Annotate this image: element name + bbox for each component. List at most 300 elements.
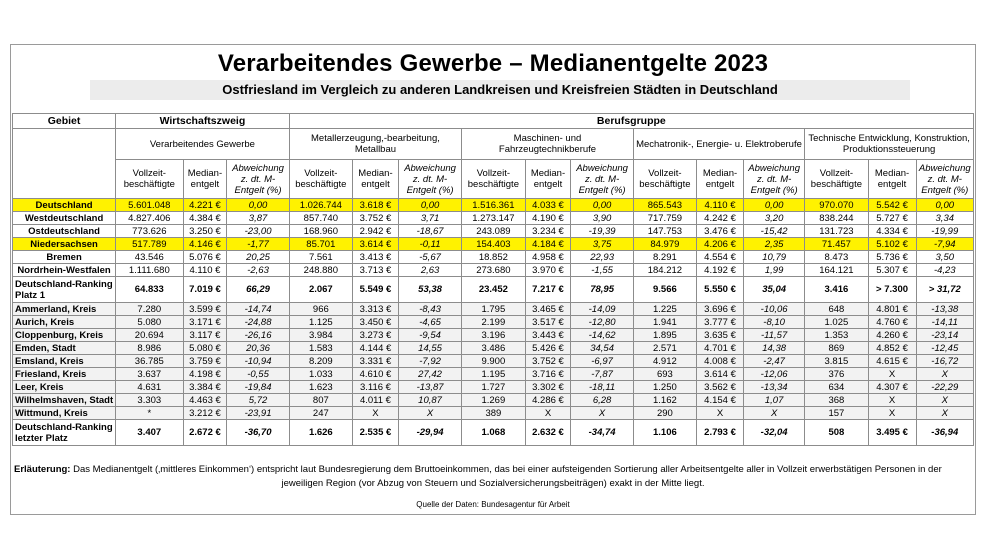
table-cell: -8,10	[744, 316, 805, 329]
table-cell: 8.986	[116, 342, 183, 355]
table-cell: 23.452	[462, 277, 525, 303]
table-cell: -7,94	[916, 238, 973, 251]
table-cell: 5.542 €	[868, 199, 916, 212]
table-cell: 389	[462, 407, 525, 420]
data-table	[12, 113, 974, 446]
table-cell: 4.334 €	[868, 225, 916, 238]
column-vollzeit: Vollzeit-beschäftigte	[633, 160, 696, 199]
table-cell: 3.759 €	[183, 355, 227, 368]
row-area-label: Leer, Kreis	[13, 381, 116, 394]
table-cell: 3,90	[571, 212, 633, 225]
table-cell: 3.562 €	[697, 381, 744, 394]
table-cell: 3.716 €	[525, 368, 571, 381]
note-line2: jeweiligen Region (vor Abzug von Steuern und Sozialversicherungsbeiträgen) exakt in der Mitte liegt.	[281, 478, 705, 489]
row-area-label: Bremen	[13, 251, 116, 264]
table-cell: -14,09	[571, 303, 633, 316]
table-cell: 966	[289, 303, 352, 316]
table-cell: 8.209	[289, 355, 352, 368]
table-cell: > 31,72	[916, 277, 973, 303]
table-cell: 4.701 €	[697, 342, 744, 355]
table-cell: 0,00	[571, 199, 633, 212]
table-cell: 4.221 €	[183, 199, 227, 212]
table-cell: X	[744, 407, 805, 420]
table-cell: 3.752 €	[352, 212, 398, 225]
table-cell: 4.631	[116, 381, 183, 394]
table-cell: 64.833	[116, 277, 183, 303]
table-cell: 693	[633, 368, 696, 381]
table-cell: -10,06	[744, 303, 805, 316]
table-cell: 5.736 €	[868, 251, 916, 264]
table-cell: -8,43	[398, 303, 461, 316]
table-cell: 53,38	[398, 277, 461, 303]
table-cell: 4.206 €	[697, 238, 744, 251]
table-cell: 2.535 €	[352, 420, 398, 446]
data-source: Quelle der Daten: Bundesagentur für Arbeit	[416, 500, 570, 509]
table-cell: 3.696 €	[697, 303, 744, 316]
table-cell: 154.403	[462, 238, 525, 251]
table-cell: 0,00	[744, 199, 805, 212]
table-cell: -18,67	[398, 225, 461, 238]
table-cell: 1.250	[633, 381, 696, 394]
table-row	[13, 238, 974, 251]
header-gebiet-blank	[13, 129, 116, 199]
table-cell: 4.190 €	[525, 212, 571, 225]
table-cell: 1,99	[744, 264, 805, 277]
table-cell: 1.353	[805, 329, 868, 342]
table-cell: 20.694	[116, 329, 183, 342]
table-cell: 4.154 €	[697, 394, 744, 407]
table-cell: 3.117 €	[183, 329, 227, 342]
table-cell: 2.942 €	[352, 225, 398, 238]
table-cell: -2,47	[744, 355, 805, 368]
table-cell: 3.635 €	[697, 329, 744, 342]
row-area-label: Ostdeutschland	[13, 225, 116, 238]
table-cell: -1,77	[227, 238, 289, 251]
table-cell: 9.566	[633, 277, 696, 303]
table-cell: 3.250 €	[183, 225, 227, 238]
table-cell: 3.476 €	[697, 225, 744, 238]
group-header: Mechatronik-, Energie- u. Elektroberufe	[633, 129, 805, 160]
table-cell: -19,39	[571, 225, 633, 238]
column-medianentgelt: Median-entgelt	[697, 160, 744, 199]
table-cell: 4.760 €	[868, 316, 916, 329]
table-cell: 634	[805, 381, 868, 394]
table-cell: 0,00	[227, 199, 289, 212]
table-cell: 4.554 €	[697, 251, 744, 264]
table-cell: 1.111.680	[116, 264, 183, 277]
table-row	[13, 329, 974, 342]
table-cell: -14,62	[571, 329, 633, 342]
table-cell: 14,55	[398, 342, 461, 355]
table-cell: 3.116 €	[352, 381, 398, 394]
table-cell: 648	[805, 303, 868, 316]
table-cell: 3.815	[805, 355, 868, 368]
table-cell: 4.110 €	[183, 264, 227, 277]
table-cell: 6,28	[571, 394, 633, 407]
table-cell: 1.795	[462, 303, 525, 316]
column-medianentgelt: Median-entgelt	[868, 160, 916, 199]
table-cell: 7.217 €	[525, 277, 571, 303]
table-cell: 4.852 €	[868, 342, 916, 355]
row-area-label: Westdeutschland	[13, 212, 116, 225]
table-row	[13, 420, 974, 446]
table-cell: -7,92	[398, 355, 461, 368]
table-cell: 1.516.361	[462, 199, 525, 212]
table-cell: 4.192 €	[697, 264, 744, 277]
table-cell: X	[916, 394, 973, 407]
table-cell: 84.979	[633, 238, 696, 251]
table-cell: 3.618 €	[352, 199, 398, 212]
table-cell: 5,72	[227, 394, 289, 407]
table-cell: 34,54	[571, 342, 633, 355]
table-cell: 5.601.048	[116, 199, 183, 212]
column-medianentgelt: Median-entgelt	[183, 160, 227, 199]
table-cell: 1,07	[744, 394, 805, 407]
row-area-label: Ammerland, Kreis	[13, 303, 116, 316]
table-cell: 7.561	[289, 251, 352, 264]
table-cell: 2.793 €	[697, 420, 744, 446]
table-cell: 2,63	[398, 264, 461, 277]
table-cell: 5.307 €	[868, 264, 916, 277]
table-cell: 3.465 €	[525, 303, 571, 316]
table-cell: 3.273 €	[352, 329, 398, 342]
table-cell: 3.407	[116, 420, 183, 446]
table-cell: 9.900	[462, 355, 525, 368]
table-cell: 4.827.406	[116, 212, 183, 225]
table-cell: 3.970 €	[525, 264, 571, 277]
table-cell: -14,74	[227, 303, 289, 316]
table-cell: -12,06	[744, 368, 805, 381]
table-cell: X	[525, 407, 571, 420]
table-cell: -4,23	[916, 264, 973, 277]
table-cell: -6,97	[571, 355, 633, 368]
table-cell: 2.672 €	[183, 420, 227, 446]
table-row	[13, 394, 974, 407]
table-cell: -19,84	[227, 381, 289, 394]
table-cell: X	[352, 407, 398, 420]
table-cell: -13,34	[744, 381, 805, 394]
table-cell: 3.614 €	[352, 238, 398, 251]
table-cell: 4.912	[633, 355, 696, 368]
table-cell: X	[916, 407, 973, 420]
page-subtitle: Ostfriesland im Vergleich zu anderen Landkreisen und Kreisfreien Städten in Deutschland	[90, 80, 910, 100]
table-cell: 27,42	[398, 368, 461, 381]
table-cell: 3,71	[398, 212, 461, 225]
table-cell: 3.384 €	[183, 381, 227, 394]
table-cell: 3,20	[744, 212, 805, 225]
table-cell: 3.495 €	[868, 420, 916, 446]
table-cell: -0,55	[227, 368, 289, 381]
table-cell: 1.125	[289, 316, 352, 329]
table-cell: 3.713 €	[352, 264, 398, 277]
table-cell: -10,94	[227, 355, 289, 368]
table-cell: -5,67	[398, 251, 461, 264]
table-cell: -19,99	[916, 225, 973, 238]
table-cell: 1.626	[289, 420, 352, 446]
table-cell: 35,04	[744, 277, 805, 303]
page-title: Verarbeitendes Gewerbe – Medianentgelte 2023	[217, 50, 769, 77]
header-berufsgruppe: Berufsgruppe	[289, 114, 973, 129]
header-gebiet: Gebiet	[13, 114, 116, 129]
table-row	[13, 368, 974, 381]
table-cell: 4.463 €	[183, 394, 227, 407]
table-cell: 157	[805, 407, 868, 420]
table-cell: 147.753	[633, 225, 696, 238]
table-cell: 857.740	[289, 212, 352, 225]
row-area-label: Niedersachsen	[13, 238, 116, 251]
table-cell: 3.416	[805, 277, 868, 303]
row-area-label: Emsland, Kreis	[13, 355, 116, 368]
table-cell: -23,00	[227, 225, 289, 238]
row-area-label: Deutschland	[13, 199, 116, 212]
table-cell: -34,74	[571, 420, 633, 446]
table-cell: 3.171 €	[183, 316, 227, 329]
table-cell: 10,79	[744, 251, 805, 264]
table-cell: X	[571, 407, 633, 420]
table-cell: 14,38	[744, 342, 805, 355]
table-row	[13, 355, 974, 368]
table-cell: 5.426 €	[525, 342, 571, 355]
table-row	[13, 316, 974, 329]
table-cell: 3.313 €	[352, 303, 398, 316]
table-cell: 508	[805, 420, 868, 446]
table-cell: X	[697, 407, 744, 420]
table-cell: 3.637	[116, 368, 183, 381]
table-cell: -23,91	[227, 407, 289, 420]
row-area-label: Emden, Stadt	[13, 342, 116, 355]
column-vollzeit: Vollzeit-beschäftigte	[462, 160, 525, 199]
row-area-label: Friesland, Kreis	[13, 368, 116, 381]
note-line1: Das Medianentgelt (‚mittleres Einkommen‘) entspricht laut Bundesregierung dem Bruttoeinkommen, das bei einer aufsteigenden Sortierung aller Arbeitsentgelte aller in Vollzeit erwerbstätigen Personen in der	[70, 464, 942, 475]
table-cell: 85.701	[289, 238, 352, 251]
table-cell: 869	[805, 342, 868, 355]
row-area-label: Deutschland-Ranking Platz 1	[13, 277, 116, 303]
table-cell: -2,63	[227, 264, 289, 277]
table-cell: 4.198 €	[183, 368, 227, 381]
table-cell: 8.473	[805, 251, 868, 264]
column-medianentgelt: Median-entgelt	[525, 160, 571, 199]
table-cell: 5.076 €	[183, 251, 227, 264]
table-cell: 3.443 €	[525, 329, 571, 342]
table-cell: 2.067	[289, 277, 352, 303]
table-cell: -4,65	[398, 316, 461, 329]
table-cell: X	[398, 407, 461, 420]
table-row	[13, 251, 974, 264]
table-cell: 4.286 €	[525, 394, 571, 407]
table-cell: 865.543	[633, 199, 696, 212]
table-cell: 5.727 €	[868, 212, 916, 225]
table-cell: 3.517 €	[525, 316, 571, 329]
row-area-label: Aurich, Kreis	[13, 316, 116, 329]
table-cell: 43.546	[116, 251, 183, 264]
table-cell: 243.089	[462, 225, 525, 238]
table-cell: 3.984	[289, 329, 352, 342]
table-cell: -12,45	[916, 342, 973, 355]
table-cell: -7,87	[571, 368, 633, 381]
table-row	[13, 342, 974, 355]
table-cell: 3.196	[462, 329, 525, 342]
column-abweichung: Abweichung z. dt. M-Entgelt (%)	[916, 160, 973, 199]
table-cell: 807	[289, 394, 352, 407]
table-cell: 3.777 €	[697, 316, 744, 329]
table-cell: -36,94	[916, 420, 973, 446]
table-cell: 4.260 €	[868, 329, 916, 342]
table-cell: -36,70	[227, 420, 289, 446]
row-area-label: Cloppenburg, Kreis	[13, 329, 116, 342]
table-cell: 1.026.744	[289, 199, 352, 212]
row-area-label: Deutschland-Ranking letzter Platz	[13, 420, 116, 446]
column-abweichung: Abweichung z. dt. M-Entgelt (%)	[744, 160, 805, 199]
table-cell: -0,11	[398, 238, 461, 251]
table-cell: > 7.300	[868, 277, 916, 303]
table-cell: -11,57	[744, 329, 805, 342]
table-cell: 4.958 €	[525, 251, 571, 264]
table-cell: 2,35	[744, 238, 805, 251]
table-row	[13, 381, 974, 394]
table-cell: -22,29	[916, 381, 973, 394]
table-cell: -32,04	[744, 420, 805, 446]
table-cell: 1.727	[462, 381, 525, 394]
table-cell: X	[916, 368, 973, 381]
table-cell: 66,29	[227, 277, 289, 303]
table-cell: -13,87	[398, 381, 461, 394]
table-cell: 4.146 €	[183, 238, 227, 251]
header-wirtschaftszweig: Wirtschaftszweig	[116, 114, 290, 129]
row-area-label: Wilhelmshaven, Stadt	[13, 394, 116, 407]
table-cell: 20,25	[227, 251, 289, 264]
table-cell: 18.852	[462, 251, 525, 264]
table-cell: 1.583	[289, 342, 352, 355]
table-cell: 22,93	[571, 251, 633, 264]
table-cell: -23,14	[916, 329, 973, 342]
table-cell: 1.269	[462, 394, 525, 407]
table-cell: 3.212 €	[183, 407, 227, 420]
row-area-label: Nordrhein-Westfalen	[13, 264, 116, 277]
table-cell: 1.895	[633, 329, 696, 342]
table-cell: 2.199	[462, 316, 525, 329]
table-cell: -14,11	[916, 316, 973, 329]
table-cell: 4.384 €	[183, 212, 227, 225]
table-row	[13, 212, 974, 225]
table-row	[13, 199, 974, 212]
table-cell: 36.785	[116, 355, 183, 368]
table-cell: 5.550 €	[697, 277, 744, 303]
table-row	[13, 407, 974, 420]
table-cell: 376	[805, 368, 868, 381]
table-cell: 78,95	[571, 277, 633, 303]
table-cell: 247	[289, 407, 352, 420]
column-abweichung: Abweichung z. dt. M-Entgelt (%)	[398, 160, 461, 199]
table-cell: 131.723	[805, 225, 868, 238]
table-cell: 4.008 €	[697, 355, 744, 368]
table-cell: 184.212	[633, 264, 696, 277]
table-cell: 1.623	[289, 381, 352, 394]
table-cell: 273.680	[462, 264, 525, 277]
table-cell: X	[868, 368, 916, 381]
table-cell: 1.068	[462, 420, 525, 446]
column-vollzeit: Vollzeit-beschäftigte	[289, 160, 352, 199]
table-cell: -15,42	[744, 225, 805, 238]
table-cell: 1.941	[633, 316, 696, 329]
table-cell: -29,94	[398, 420, 461, 446]
table-cell: 4.184 €	[525, 238, 571, 251]
column-medianentgelt: Median-entgelt	[352, 160, 398, 199]
row-area-label: Wittmund, Kreis	[13, 407, 116, 420]
table-cell: -26,16	[227, 329, 289, 342]
table-cell: 3.413 €	[352, 251, 398, 264]
table-row	[13, 277, 974, 303]
table-cell: -13,38	[916, 303, 973, 316]
table-row	[13, 303, 974, 316]
table-cell: -12,80	[571, 316, 633, 329]
table-cell: 3.331 €	[352, 355, 398, 368]
table-cell: 5.080	[116, 316, 183, 329]
table-cell: 3,87	[227, 212, 289, 225]
table-cell: 3.614 €	[697, 368, 744, 381]
table-cell: *	[116, 407, 183, 420]
table-cell: 7.280	[116, 303, 183, 316]
table-cell: 0,00	[398, 199, 461, 212]
table-cell: 4.615 €	[868, 355, 916, 368]
table-cell: 3.303	[116, 394, 183, 407]
table-cell: 164.121	[805, 264, 868, 277]
table-cell: 3.486	[462, 342, 525, 355]
table-cell: 1.225	[633, 303, 696, 316]
table-cell: 4.307 €	[868, 381, 916, 394]
table-row	[13, 225, 974, 238]
group-header: Technische Entwicklung, Konstruktion, Produktionssteuerung	[805, 129, 974, 160]
table-cell: X	[868, 394, 916, 407]
table-cell: 10,87	[398, 394, 461, 407]
table-cell: 5.549 €	[352, 277, 398, 303]
table-cell: 5.080 €	[183, 342, 227, 355]
table-cell: 4.011 €	[352, 394, 398, 407]
table-cell: 838.244	[805, 212, 868, 225]
table-cell: 1.106	[633, 420, 696, 446]
table-cell: 1.162	[633, 394, 696, 407]
table-cell: 970.070	[805, 199, 868, 212]
table-cell: 168.960	[289, 225, 352, 238]
note-label: Erläuterung:	[14, 464, 71, 475]
group-header: Verarbeitendes Gewerbe	[116, 129, 290, 160]
table-cell: -1,55	[571, 264, 633, 277]
group-header: Maschinen- und Fahrzeugtechnikberufe	[462, 129, 634, 160]
table-cell: 2.632 €	[525, 420, 571, 446]
table-cell: 3.752 €	[525, 355, 571, 368]
table-cell: 20,36	[227, 342, 289, 355]
table-cell: 4.242 €	[697, 212, 744, 225]
table-cell: 773.626	[116, 225, 183, 238]
table-cell: 2.571	[633, 342, 696, 355]
table-cell: 290	[633, 407, 696, 420]
table-cell: 1.195	[462, 368, 525, 381]
table-cell: 4.110 €	[697, 199, 744, 212]
table-cell: 368	[805, 394, 868, 407]
table-cell: 8.291	[633, 251, 696, 264]
table-cell: X	[868, 407, 916, 420]
table-cell: 4.144 €	[352, 342, 398, 355]
column-vollzeit: Vollzeit-beschäftigte	[116, 160, 183, 199]
explanation-note	[14, 463, 972, 491]
table-cell: 3.450 €	[352, 316, 398, 329]
table-cell: 3.302 €	[525, 381, 571, 394]
table-cell: -18,11	[571, 381, 633, 394]
table-cell: -9,54	[398, 329, 461, 342]
table-cell: 248.880	[289, 264, 352, 277]
table-cell: 1.033	[289, 368, 352, 381]
table-cell: 3.599 €	[183, 303, 227, 316]
table-cell: -16,72	[916, 355, 973, 368]
